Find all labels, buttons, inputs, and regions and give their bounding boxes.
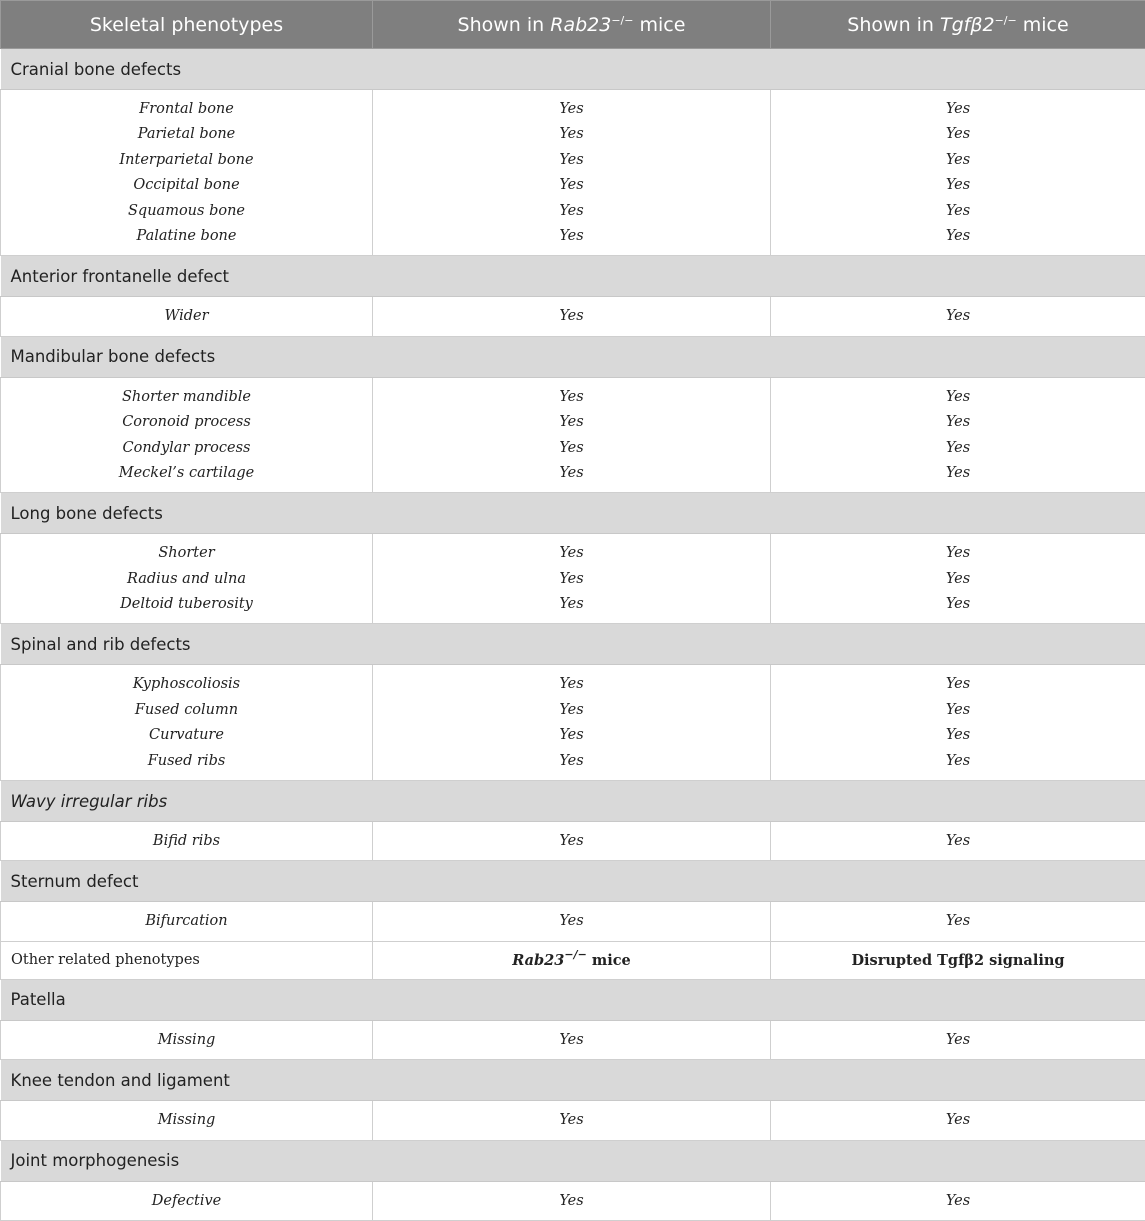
tgfb2-value: Yes xyxy=(771,1108,1145,1133)
phenotype-item: Missing xyxy=(1,1108,372,1133)
header-rab23: Shown in Rab23−/− mice xyxy=(373,1,771,49)
phenotype-item: Bifid ribs xyxy=(1,829,372,854)
rab23-value: Yes xyxy=(373,436,770,461)
section-title: Anterior frontanelle defect xyxy=(1,256,1145,297)
tgfb2-value: Yes xyxy=(771,567,1145,592)
table-body-secondary xyxy=(1,979,1145,1220)
rab23-value: Yes xyxy=(373,723,770,748)
tgfb2-value: Yes xyxy=(771,749,1145,774)
rab23-value: Yes xyxy=(373,749,770,774)
tgfb2-value: Yes xyxy=(771,199,1145,224)
phenotype-item: Condylar process xyxy=(1,436,372,461)
section-header-row xyxy=(1,336,1145,377)
phenotype-cell xyxy=(1,534,373,624)
phenotype-item: Bifurcation xyxy=(1,909,372,934)
rab23-value: Yes xyxy=(373,567,770,592)
table-body-other xyxy=(1,941,1145,979)
phenotype-item: Curvature xyxy=(1,723,372,748)
rab23-value: Yes xyxy=(373,224,770,249)
section-title: Patella xyxy=(1,979,1145,1020)
phenotype-item: Frontal bone xyxy=(1,97,372,122)
rab23-value: Yes xyxy=(373,541,770,566)
other-phenotypes-row xyxy=(1,941,1145,979)
tgfb2-value: Yes xyxy=(771,461,1145,486)
section-title: Wavy irregular ribs xyxy=(1,781,1145,822)
tgfb2-cell xyxy=(771,822,1145,861)
tgfb2-value: Yes xyxy=(771,723,1145,748)
phenotype-item: Kyphoscoliosis xyxy=(1,672,372,697)
tgfb2-value: Yes xyxy=(771,385,1145,410)
tgfb2-cell xyxy=(771,377,1145,493)
section-data-row xyxy=(1,534,1145,624)
section-data-row xyxy=(1,1101,1145,1140)
header-skeletal-phenotypes: Skeletal phenotypes xyxy=(1,1,373,49)
phenotype-item: Shorter mandible xyxy=(1,385,372,410)
phenotype-item: Parietal bone xyxy=(1,122,372,147)
phenotype-cell xyxy=(1,665,373,781)
tgfb2-cell xyxy=(771,1020,1145,1059)
section-header-row xyxy=(1,1140,1145,1181)
rab23-value: Yes xyxy=(373,829,770,854)
rab23-value: Yes xyxy=(373,1108,770,1133)
rab23-value: Yes xyxy=(373,1028,770,1053)
rab23-value: Yes xyxy=(373,410,770,435)
section-header-row xyxy=(1,624,1145,665)
header-row xyxy=(1,1,1145,49)
phenotype-cell xyxy=(1,822,373,861)
tgfb2-value: Yes xyxy=(771,698,1145,723)
table-body-main xyxy=(1,49,1145,942)
phenotype-item: Fused column xyxy=(1,698,372,723)
section-header-row xyxy=(1,493,1145,534)
tgfb2-cell xyxy=(771,534,1145,624)
section-header-row xyxy=(1,861,1145,902)
rab23-value: Yes xyxy=(373,148,770,173)
phenotype-cell xyxy=(1,297,373,336)
rab23-cell xyxy=(373,297,771,336)
tgfb2-value: Yes xyxy=(771,1028,1145,1053)
tgfb2-value: Yes xyxy=(771,122,1145,147)
tgfb2-value: Yes xyxy=(771,304,1145,329)
rab23-value: Yes xyxy=(373,304,770,329)
phenotype-item: Wider xyxy=(1,304,372,329)
rab23-value: Yes xyxy=(373,592,770,617)
section-data-row xyxy=(1,902,1145,941)
phenotype-item: Squamous bone xyxy=(1,199,372,224)
tgfb2-cell xyxy=(771,902,1145,941)
section-data-row xyxy=(1,377,1145,493)
other-phenotypes-label: Other related phenotypes xyxy=(1,941,373,979)
section-data-row xyxy=(1,90,1145,256)
header-tgfb2: Shown in Tgfβ2−/− mice xyxy=(771,1,1145,49)
phenotype-item: Coronoid process xyxy=(1,410,372,435)
rab23-cell xyxy=(373,1181,771,1220)
rab23-value: Yes xyxy=(373,199,770,224)
tgfb2-value: Yes xyxy=(771,829,1145,854)
tgfb2-value: Yes xyxy=(771,224,1145,249)
rab23-cell xyxy=(373,534,771,624)
rab23-value: Yes xyxy=(373,385,770,410)
section-title: Knee tendon and ligament xyxy=(1,1060,1145,1101)
rab23-value: Yes xyxy=(373,909,770,934)
phenotype-item: Interparietal bone xyxy=(1,148,372,173)
tgfb2-cell xyxy=(771,90,1145,256)
section-data-row xyxy=(1,1020,1145,1059)
section-data-row xyxy=(1,822,1145,861)
phenotype-cell xyxy=(1,1181,373,1220)
rab23-cell xyxy=(373,1101,771,1140)
phenotype-cell xyxy=(1,902,373,941)
tgfb2-cell xyxy=(771,297,1145,336)
phenotype-item: Palatine bone xyxy=(1,224,372,249)
section-data-row xyxy=(1,665,1145,781)
phenotype-cell xyxy=(1,1020,373,1059)
rab23-cell xyxy=(373,90,771,256)
tgfb2-value: Yes xyxy=(771,173,1145,198)
section-data-row xyxy=(1,297,1145,336)
phenotype-item: Occipital bone xyxy=(1,173,372,198)
rab23-value: Yes xyxy=(373,173,770,198)
section-data-row xyxy=(1,1181,1145,1220)
rab23-value: Yes xyxy=(373,97,770,122)
other-rab23-header: Rab23−/− mice xyxy=(373,941,771,979)
rab23-value: Yes xyxy=(373,672,770,697)
phenotype-item: Deltoid tuberosity xyxy=(1,592,372,617)
tgfb2-value: Yes xyxy=(771,148,1145,173)
section-header-row xyxy=(1,781,1145,822)
phenotype-item: Shorter xyxy=(1,541,372,566)
tgfb2-value: Yes xyxy=(771,1189,1145,1214)
tgfb2-cell xyxy=(771,665,1145,781)
section-title: Spinal and rib defects xyxy=(1,624,1145,665)
section-header-row xyxy=(1,256,1145,297)
rab23-value: Yes xyxy=(373,122,770,147)
section-header-row xyxy=(1,49,1145,90)
tgfb2-value: Yes xyxy=(771,541,1145,566)
rab23-cell xyxy=(373,1020,771,1059)
rab23-cell xyxy=(373,377,771,493)
section-title: Cranial bone defects xyxy=(1,49,1145,90)
section-title: Joint morphogenesis xyxy=(1,1140,1145,1181)
rab23-value: Yes xyxy=(373,1189,770,1214)
section-header-row xyxy=(1,979,1145,1020)
rab23-value: Yes xyxy=(373,698,770,723)
section-title: Long bone defects xyxy=(1,493,1145,534)
section-title: Mandibular bone defects xyxy=(1,336,1145,377)
rab23-cell xyxy=(373,822,771,861)
rab23-value: Yes xyxy=(373,461,770,486)
other-tgfb2-header: Disrupted Tgfβ2 signaling xyxy=(771,941,1145,979)
section-header-row xyxy=(1,1060,1145,1101)
phenotype-item: Radius and ulna xyxy=(1,567,372,592)
phenotype-item: Fused ribs xyxy=(1,749,372,774)
phenotype-cell xyxy=(1,377,373,493)
tgfb2-value: Yes xyxy=(771,592,1145,617)
phenotype-item: Meckel’s cartilage xyxy=(1,461,372,486)
tgfb2-value: Yes xyxy=(771,436,1145,461)
phenotype-cell xyxy=(1,90,373,256)
tgfb2-cell xyxy=(771,1181,1145,1220)
phenotype-item: Defective xyxy=(1,1189,372,1214)
tgfb2-cell xyxy=(771,1101,1145,1140)
rab23-cell xyxy=(373,665,771,781)
phenotype-item: Missing xyxy=(1,1028,372,1053)
tgfb2-value: Yes xyxy=(771,909,1145,934)
tgfb2-value: Yes xyxy=(771,410,1145,435)
tgfb2-value: Yes xyxy=(771,672,1145,697)
tgfb2-value: Yes xyxy=(771,97,1145,122)
section-title: Sternum defect xyxy=(1,861,1145,902)
rab23-cell xyxy=(373,902,771,941)
phenotype-cell xyxy=(1,1101,373,1140)
